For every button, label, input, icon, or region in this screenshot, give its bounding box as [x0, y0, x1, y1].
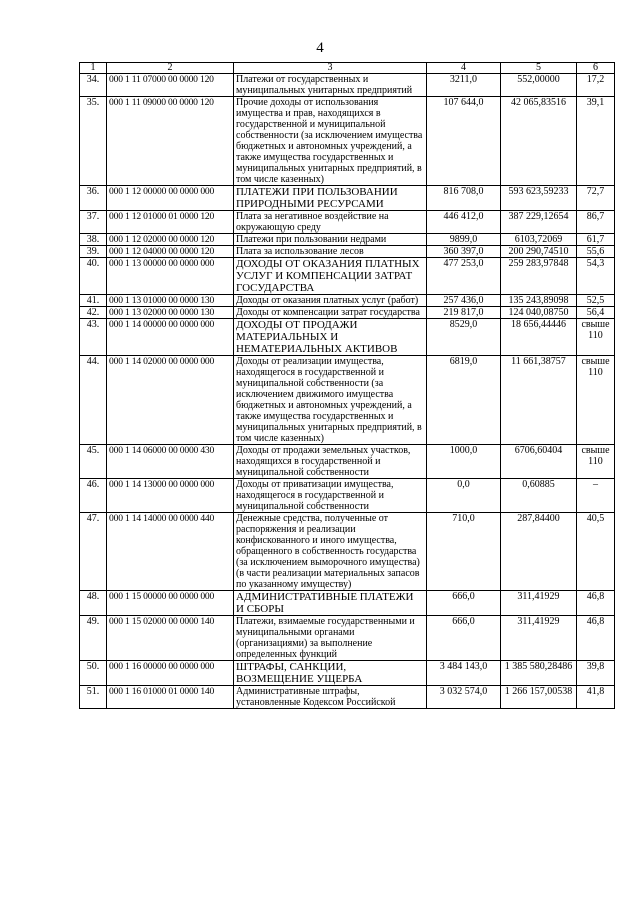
code-cell: 000 1 16 00000 00 0000 000: [107, 661, 234, 686]
row-number-cell: 39.: [80, 246, 107, 258]
percent-cell: 17,2: [577, 74, 615, 97]
table-row: [80, 445, 615, 479]
code-cell: 000 1 14 14000 00 0000 440: [107, 513, 234, 591]
percent-cell: 54,3: [577, 258, 615, 295]
header-row: [80, 63, 615, 74]
name-cell: Административные штрафы, установленные Кодексом Российской: [234, 686, 427, 709]
row-number-cell: 36.: [80, 186, 107, 211]
table-row: [80, 74, 615, 97]
row-number-cell: 37.: [80, 211, 107, 234]
actual-value-cell: 311,41929: [501, 591, 577, 616]
name-cell: Доходы от реализации имущества, находящегося в государственной и муниципальной собственности (за исключением движимого имущества бюджетных и автономных учреждений, а также имущества государственных и муниципальных унитарных предприятий, в том числе казенных): [234, 356, 427, 445]
actual-value-cell: 6103,72069: [501, 234, 577, 246]
plan-value-cell: 107 644,0: [427, 97, 501, 186]
name-cell: Доходы от приватизации имущества, находящегося в государственной и муниципальной собственности: [234, 479, 427, 513]
name-cell: ПЛАТЕЖИ ПРИ ПОЛЬЗОВАНИИ ПРИРОДНЫМИ РЕСУРСАМИ: [234, 186, 427, 211]
name-cell: Доходы от оказания платных услуг (работ): [234, 295, 427, 307]
table-row: [80, 356, 615, 445]
column-header: 3: [234, 63, 427, 74]
row-number-cell: 44.: [80, 356, 107, 445]
percent-cell: 41,8: [577, 686, 615, 709]
actual-value-cell: 387 229,12654: [501, 211, 577, 234]
actual-value-cell: 1 385 580,28486: [501, 661, 577, 686]
percent-cell: 61,7: [577, 234, 615, 246]
actual-value-cell: 287,84400: [501, 513, 577, 591]
row-number-cell: 34.: [80, 74, 107, 97]
table-row: [80, 479, 615, 513]
column-header: 2: [107, 63, 234, 74]
plan-value-cell: 0,0: [427, 479, 501, 513]
percent-cell: 40,5: [577, 513, 615, 591]
row-number-cell: 41.: [80, 295, 107, 307]
code-cell: 000 1 12 04000 00 0000 120: [107, 246, 234, 258]
table-row: [80, 234, 615, 246]
name-cell: Доходы от продажи земельных участков, находящихся в государственной и муниципальной собственности: [234, 445, 427, 479]
table-row: [80, 616, 615, 661]
row-number-cell: 35.: [80, 97, 107, 186]
plan-value-cell: 816 708,0: [427, 186, 501, 211]
table-row: [80, 97, 615, 186]
column-header: 4: [427, 63, 501, 74]
name-cell: АДМИНИСТРАТИВНЫЕ ПЛАТЕЖИ И СБОРЫ: [234, 591, 427, 616]
row-number-cell: 45.: [80, 445, 107, 479]
code-cell: 000 1 16 01000 01 0000 140: [107, 686, 234, 709]
table-body: [80, 63, 615, 709]
table-row: [80, 513, 615, 591]
plan-value-cell: 3211,0: [427, 74, 501, 97]
plan-value-cell: 9899,0: [427, 234, 501, 246]
table-row: [80, 258, 615, 295]
actual-value-cell: 552,00000: [501, 74, 577, 97]
name-cell: ДОХОДЫ ОТ ОКАЗАНИЯ ПЛАТНЫХ УСЛУГ И КОМПЕНСАЦИИ ЗАТРАТ ГОСУДАРСТВА: [234, 258, 427, 295]
percent-cell: 39,1: [577, 97, 615, 186]
actual-value-cell: 124 040,08750: [501, 307, 577, 319]
plan-value-cell: 219 817,0: [427, 307, 501, 319]
table-row: [80, 307, 615, 319]
code-cell: 000 1 11 09000 00 0000 120: [107, 97, 234, 186]
code-cell: 000 1 14 06000 00 0000 430: [107, 445, 234, 479]
actual-value-cell: 18 656,44446: [501, 319, 577, 356]
name-cell: ДОХОДЫ ОТ ПРОДАЖИ МАТЕРИАЛЬНЫХ И НЕМАТЕРИАЛЬНЫХ АКТИВОВ: [234, 319, 427, 356]
actual-value-cell: 200 290,74510: [501, 246, 577, 258]
percent-cell: 52,5: [577, 295, 615, 307]
percent-cell: свыше 110: [577, 356, 615, 445]
row-number-cell: 40.: [80, 258, 107, 295]
actual-value-cell: 0,60885: [501, 479, 577, 513]
percent-cell: 72,7: [577, 186, 615, 211]
code-cell: 000 1 15 00000 00 0000 000: [107, 591, 234, 616]
plan-value-cell: 666,0: [427, 616, 501, 661]
name-cell: Денежные средства, полученные от распоряжения и реализации конфискованного и иного имущества, обращенного в собственность государства (за исключением выморочного имущества) (в части реализации материальных запасов по указанному имуществу): [234, 513, 427, 591]
plan-value-cell: 446 412,0: [427, 211, 501, 234]
actual-value-cell: 42 065,83516: [501, 97, 577, 186]
percent-cell: 56,4: [577, 307, 615, 319]
plan-value-cell: 1000,0: [427, 445, 501, 479]
code-cell: 000 1 13 00000 00 0000 000: [107, 258, 234, 295]
name-cell: ШТРАФЫ, САНКЦИИ, ВОЗМЕЩЕНИЕ УЩЕРБА: [234, 661, 427, 686]
code-cell: 000 1 14 02000 00 0000 000: [107, 356, 234, 445]
table-row: [80, 246, 615, 258]
code-cell: 000 1 15 02000 00 0000 140: [107, 616, 234, 661]
plan-value-cell: 3 032 574,0: [427, 686, 501, 709]
name-cell: Плата за негативное воздействие на окружающую среду: [234, 211, 427, 234]
code-cell: 000 1 14 13000 00 0000 000: [107, 479, 234, 513]
plan-value-cell: 8529,0: [427, 319, 501, 356]
revenue-table: [79, 62, 615, 709]
row-number-cell: 42.: [80, 307, 107, 319]
code-cell: 000 1 13 01000 00 0000 130: [107, 295, 234, 307]
actual-value-cell: 135 243,89098: [501, 295, 577, 307]
code-cell: 000 1 14 00000 00 0000 000: [107, 319, 234, 356]
code-cell: 000 1 12 01000 01 0000 120: [107, 211, 234, 234]
row-number-cell: 43.: [80, 319, 107, 356]
name-cell: Прочие доходы от использования имущества и прав, находящихся в государственной и муниципальной собственности (за исключением имущества бюджетных и автономных учреждений, а также имущества государственных и муниципальных унитарных предприятий, в том числе казенных): [234, 97, 427, 186]
name-cell: Плата за использование лесов: [234, 246, 427, 258]
table-row: [80, 211, 615, 234]
name-cell: Платежи, взимаемые государственными и муниципальными органами (организациями) за выполнение определенных функций: [234, 616, 427, 661]
plan-value-cell: 360 397,0: [427, 246, 501, 258]
table-row: [80, 295, 615, 307]
plan-value-cell: 3 484 143,0: [427, 661, 501, 686]
table-row: [80, 661, 615, 686]
percent-cell: свыше 110: [577, 445, 615, 479]
code-cell: 000 1 13 02000 00 0000 130: [107, 307, 234, 319]
row-number-cell: 51.: [80, 686, 107, 709]
percent-cell: 86,7: [577, 211, 615, 234]
percent-cell: 46,8: [577, 591, 615, 616]
table-row: [80, 319, 615, 356]
actual-value-cell: 311,41929: [501, 616, 577, 661]
row-number-cell: 47.: [80, 513, 107, 591]
code-cell: 000 1 11 07000 00 0000 120: [107, 74, 234, 97]
code-cell: 000 1 12 00000 00 0000 000: [107, 186, 234, 211]
percent-cell: 39,8: [577, 661, 615, 686]
actual-value-cell: 6706,60404: [501, 445, 577, 479]
plan-value-cell: 257 436,0: [427, 295, 501, 307]
table-row: [80, 686, 615, 709]
name-cell: Платежи при пользовании недрами: [234, 234, 427, 246]
plan-value-cell: 6819,0: [427, 356, 501, 445]
name-cell: Доходы от компенсации затрат государства: [234, 307, 427, 319]
percent-cell: –: [577, 479, 615, 513]
column-header: 6: [577, 63, 615, 74]
plan-value-cell: 477 253,0: [427, 258, 501, 295]
table-row: [80, 186, 615, 211]
percent-cell: 55,6: [577, 246, 615, 258]
table-row: [80, 591, 615, 616]
percent-cell: свыше 110: [577, 319, 615, 356]
row-number-cell: 48.: [80, 591, 107, 616]
percent-cell: 46,8: [577, 616, 615, 661]
plan-value-cell: 710,0: [427, 513, 501, 591]
row-number-cell: 46.: [80, 479, 107, 513]
column-header: 1: [80, 63, 107, 74]
row-number-cell: 38.: [80, 234, 107, 246]
code-cell: 000 1 12 02000 00 0000 120: [107, 234, 234, 246]
page-number: 4: [316, 40, 324, 56]
actual-value-cell: 1 266 157,00538: [501, 686, 577, 709]
row-number-cell: 49.: [80, 616, 107, 661]
plan-value-cell: 666,0: [427, 591, 501, 616]
name-cell: Платежи от государственных и муниципальных унитарных предприятий: [234, 74, 427, 97]
actual-value-cell: 259 283,97848: [501, 258, 577, 295]
actual-value-cell: 11 661,38757: [501, 356, 577, 445]
row-number-cell: 50.: [80, 661, 107, 686]
actual-value-cell: 593 623,59233: [501, 186, 577, 211]
column-header: 5: [501, 63, 577, 74]
